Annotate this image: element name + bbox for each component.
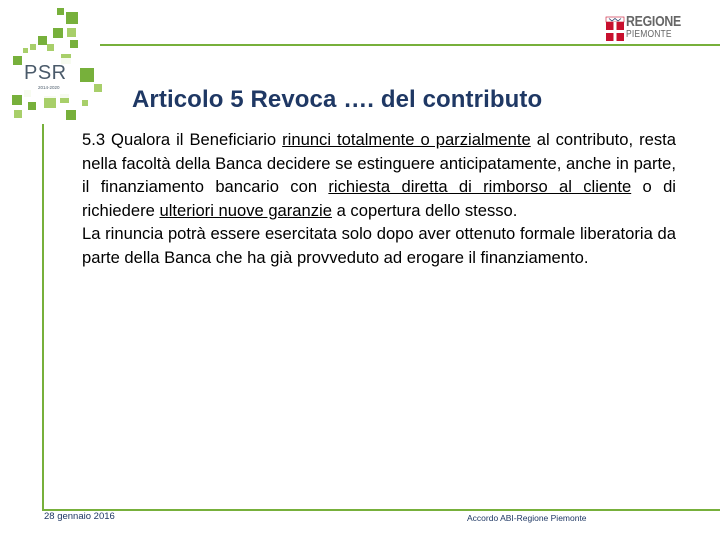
psr-logo-years: 2014-2020 — [38, 85, 60, 90]
regione-logo-text — [626, 14, 693, 40]
body-text-segment: al contributo, resta nella facoltà della Banca decidere se estinguere anticipatamente, anche in parte, il finanziamento bancario con — [82, 130, 676, 197]
footer-divider — [42, 509, 720, 511]
body-paragraph-2: La rinuncia potrà essere esercitata solo dopo aver ottenuto formale liberatoria da parte della Banca che ha già provveduto ad erogare il finanziamento. — [82, 224, 676, 267]
regione-logo-line1: REGIONE — [626, 13, 682, 30]
slide-body — [82, 128, 676, 270]
psr-logo-label: PSR — [24, 62, 67, 84]
body-paragraph-1 — [82, 128, 676, 222]
body-text-segment: 5.3 Qualora il Beneficiario — [82, 130, 283, 149]
underlined-phrase: ulteriori nuove garanzie — [159, 200, 332, 220]
underlined-phrase: rinunci totalmente o parzialmente — [282, 130, 531, 149]
footer-agreement: Accordo ABI-Regione Piemonte — [467, 513, 587, 523]
body-text-segment: o di richiedere — [82, 177, 676, 220]
underlined-phrase: richiesta diretta di rimborso al cliente — [328, 177, 632, 197]
slide-title: Articolo 5 Revoca …. del contributo — [132, 86, 543, 113]
left-border — [42, 124, 44, 509]
regione-logo-line2: PIEMONTE — [626, 29, 672, 40]
body-text-segment: a copertura dello stesso. — [331, 200, 518, 220]
footer-date: 28 gennaio 2016 — [44, 511, 115, 522]
